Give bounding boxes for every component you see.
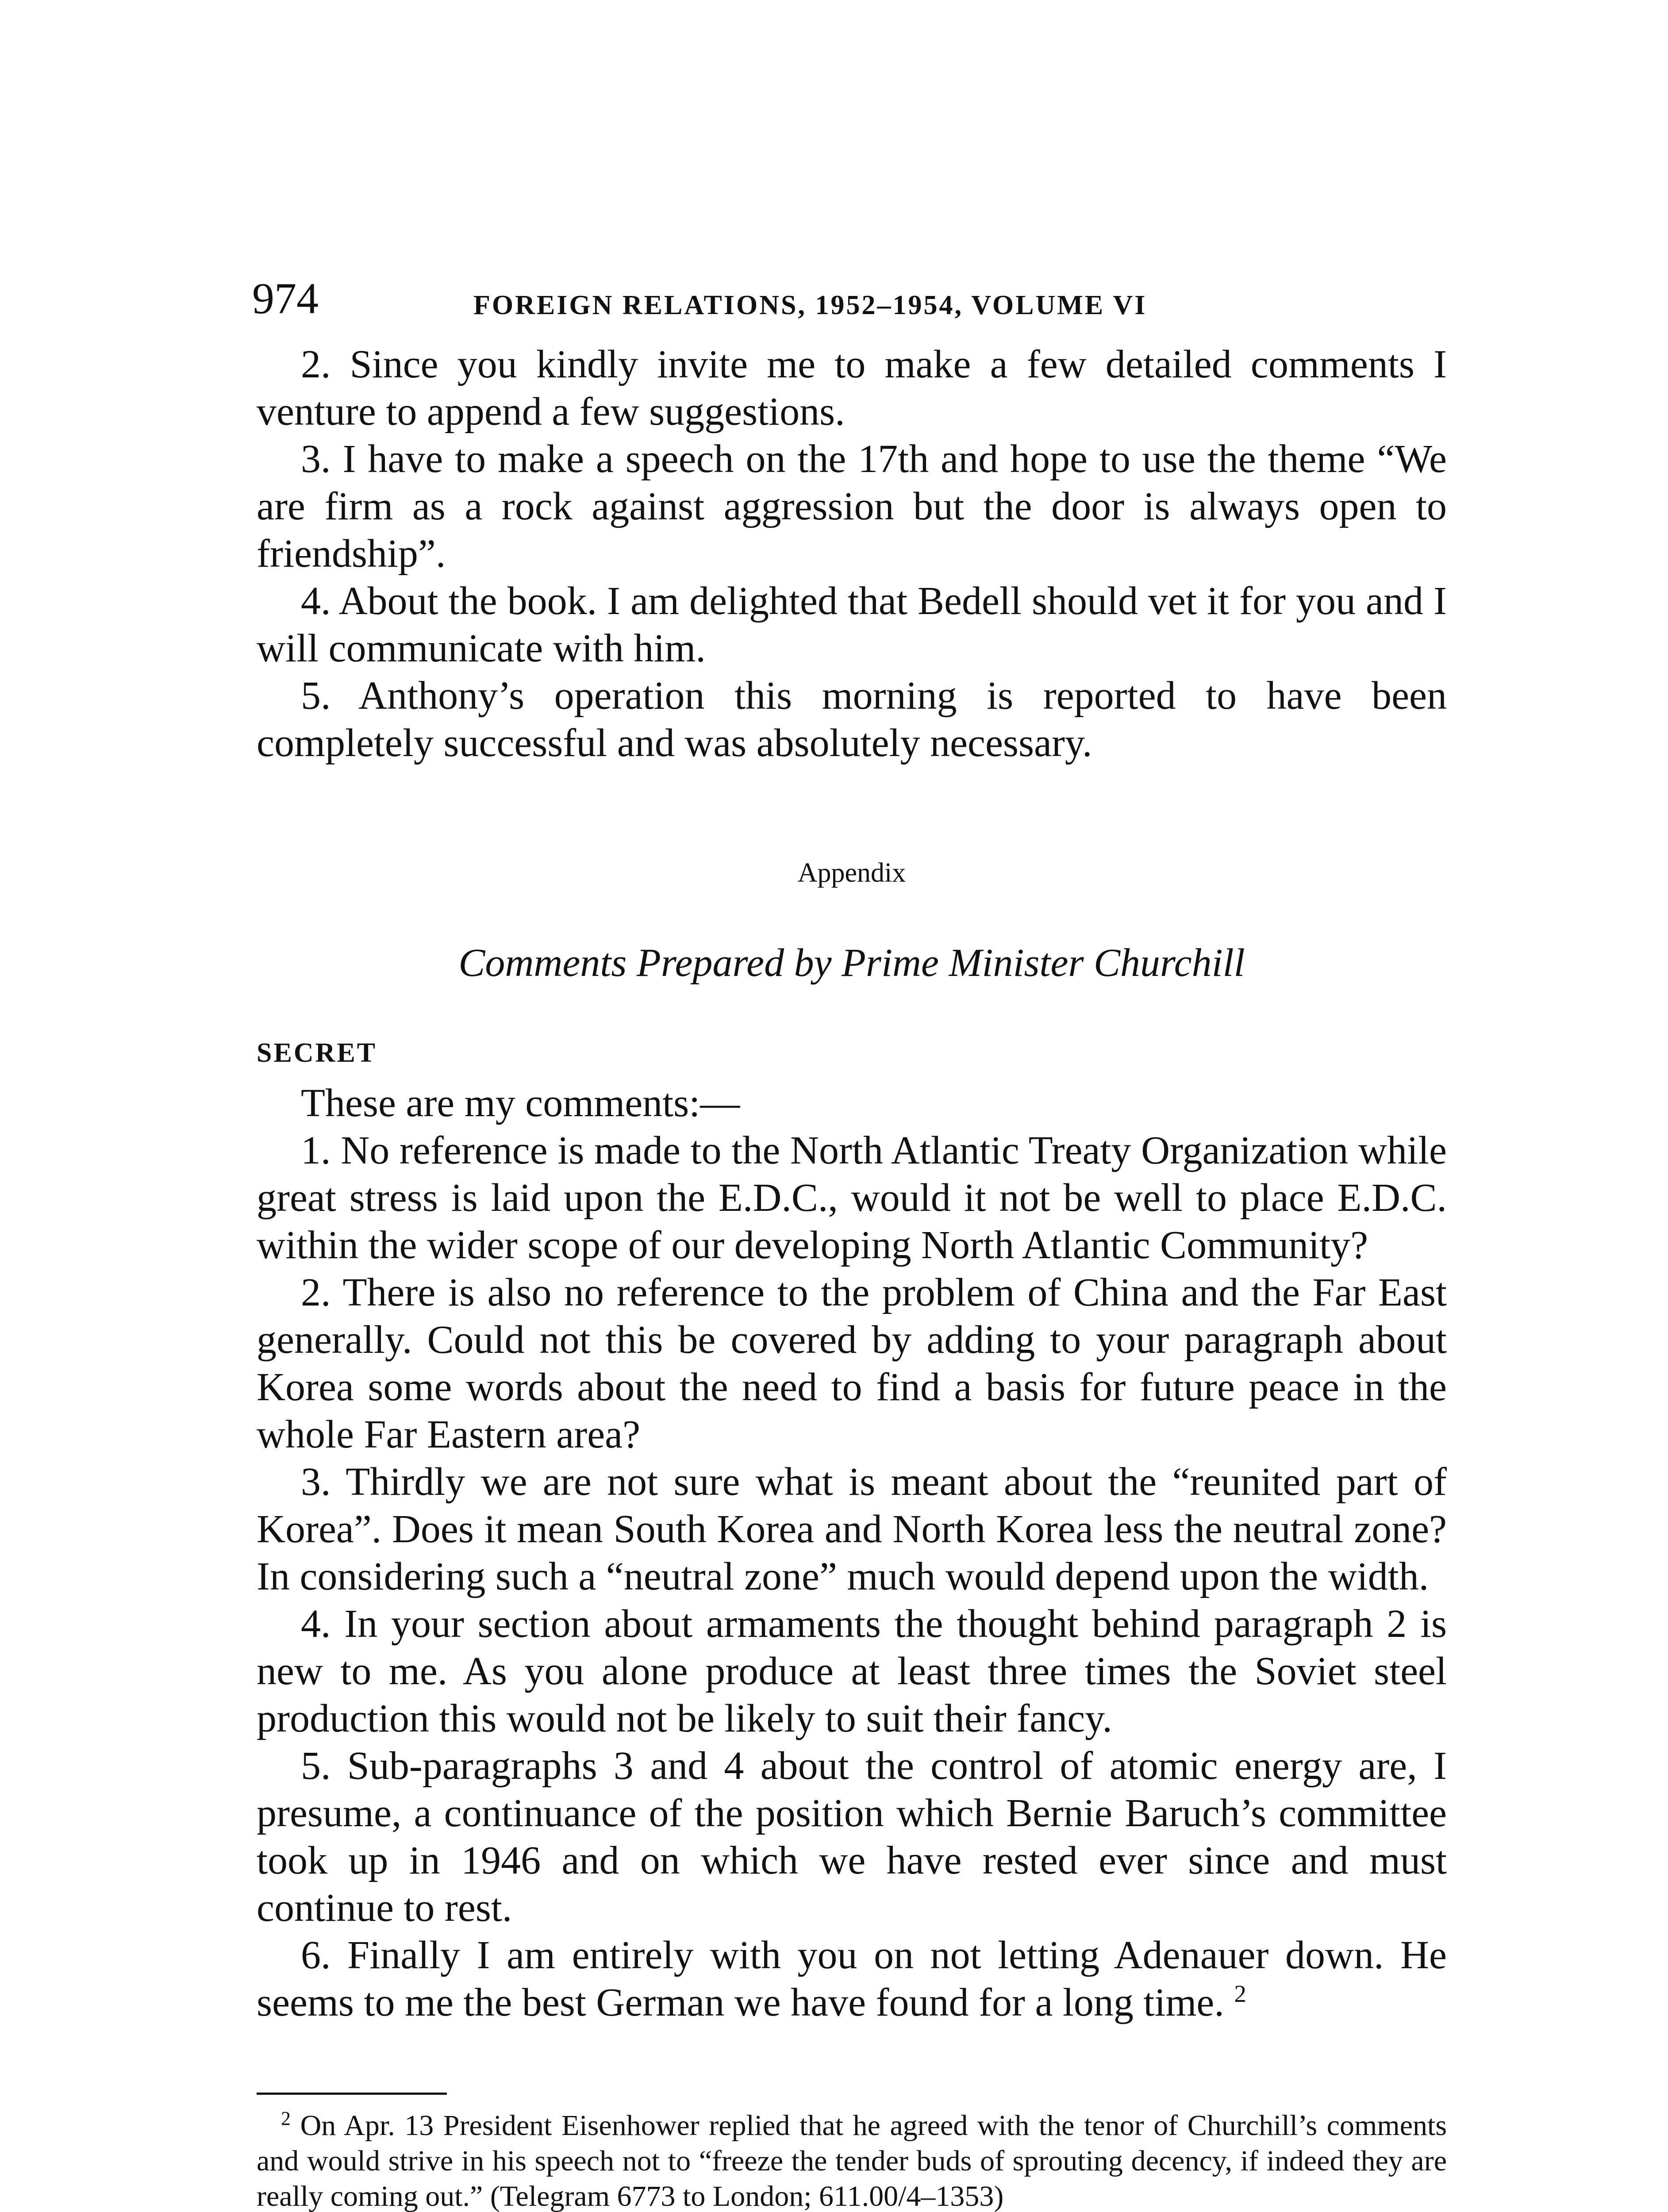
comment-paragraph-1: 1. No reference is made to the North Atlantic Treaty Organization while great stress is laid upon the E.D.C., would it not be well to place E.D.C. within the wider scope of our developing North Atlantic Community? xyxy=(257,1129,1447,1267)
footnote xyxy=(257,2108,1447,2212)
letter-paragraph-3: 3. I have to make a speech on the 17th and hope to use the theme “We are firm as a rock against aggression but the door is always open to friendship”. xyxy=(257,437,1447,576)
appendix-label: Appendix xyxy=(797,858,906,888)
footnote-mark: 2 xyxy=(281,2108,291,2129)
classification-marking: SECRET xyxy=(257,1038,377,1068)
comment-paragraph-6 xyxy=(257,1932,1447,2026)
footnote-reference: 2 xyxy=(1234,1980,1246,2007)
comment-paragraph-6-text: 6. Finally I am entirely with you on not letting Adenauer down. He seems to me the best German we have found for a long time. xyxy=(257,1933,1447,2024)
running-title: FOREIGN RELATIONS, 1952–1954, VOLUME VI xyxy=(473,290,1147,320)
footnote-divider xyxy=(257,2093,447,2095)
comment-paragraph-2: 2. There is also no reference to the problem of China and the Far East generally. Could not this be covered by adding to your paragraph about Korea some words about the need to find a basis for future peace in the whole Far Eastern area? xyxy=(257,1271,1447,1456)
comment-paragraph-4: 4. In your section about armaments the thought behind paragraph 2 is new to me. As you alone produce at least three times the Soviet steel production this would not be likely to suit their fancy. xyxy=(257,1602,1447,1740)
comment-paragraph-5: 5. Sub-paragraphs 3 and 4 about the control of atomic energy are, I presume, a continuance of the position which Bernie Baruch’s committee took up in 1946 and on which we have rested ever since and must continue to rest. xyxy=(257,1744,1447,1930)
letter-paragraph-2: 2. Since you kindly invite me to make a few detailed comments I venture to append a few suggestions. xyxy=(257,342,1447,434)
footnote-text: On Apr. 13 President Eisenhower replied that he agreed with the tenor of Churchill’s comments and would strive in his speech not to “freeze the tender buds of sprouting decency, if indeed they are really coming out.” (Telegram 6773 to London; 611.00/4–1353) xyxy=(257,2109,1447,2212)
comment-paragraph-3: 3. Thirdly we are not sure what is meant about the “reunited part of Korea”. Does it mean South Korea and North Korea less the neutral zone? In considering such a “neutral zone” much would depend upon the width. xyxy=(257,1460,1447,1598)
letter-paragraph-5: 5. Anthony’s operation this morning is reported to have been completely successful and was absolutely necessary. xyxy=(257,674,1447,765)
appendix-title: Comments Prepared by Prime Minister Churchill xyxy=(458,941,1245,985)
letter-paragraph-4: 4. About the book. I am delighted that Bedell should vet it for you and I will communicate with him. xyxy=(257,579,1447,670)
letter-body xyxy=(257,341,1447,767)
document-page xyxy=(252,274,1447,2212)
page-number: 974 xyxy=(252,274,319,323)
appendix-body xyxy=(257,1079,1447,2026)
page-header xyxy=(252,274,1447,341)
appendix-intro: These are my comments:— xyxy=(301,1081,740,1125)
